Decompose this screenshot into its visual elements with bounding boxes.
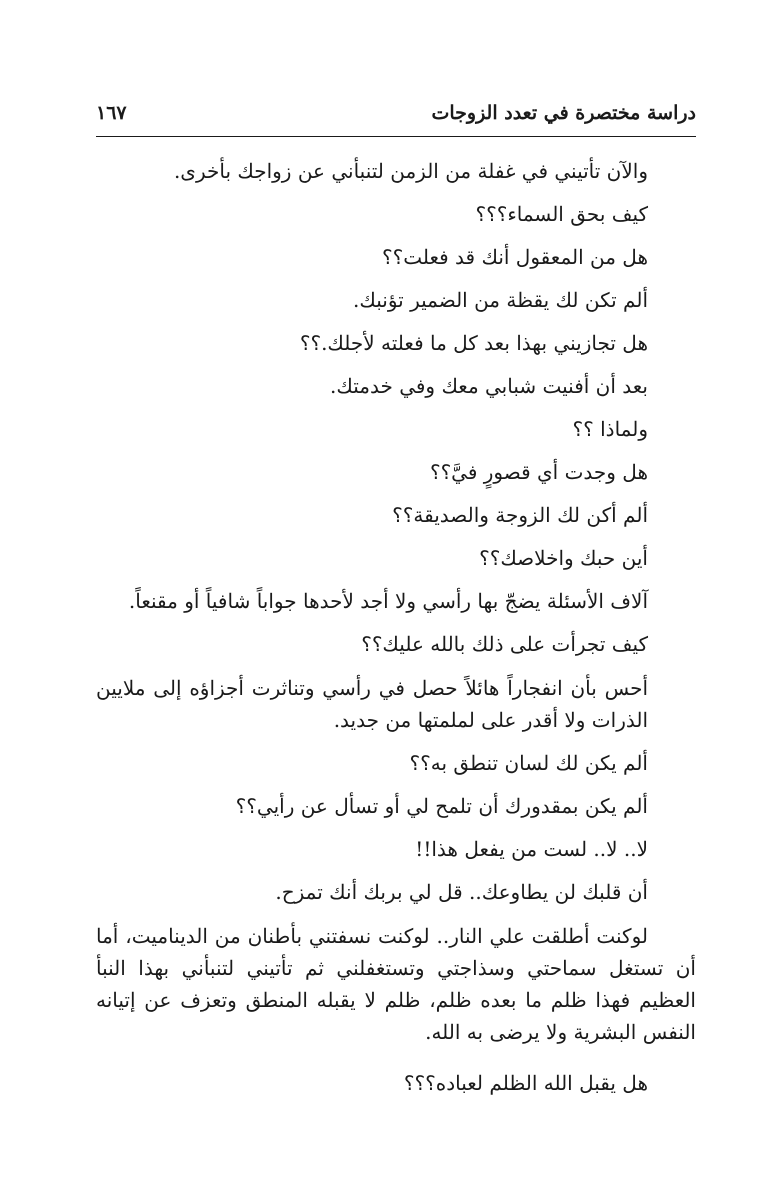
paragraph-explosion: أحس بأن انفجاراً هائلاً حصل في رأسي وتناثرت أجزاؤه إلى ملايين الذرات ولا أقدر على لملمتها من جديد. [96,676,649,732]
page-header [96,98,696,134]
text-line: ألم يكن بمقدورك أن تلمح لي أو تسأل عن رأيي؟؟ [235,794,648,818]
text-line: آلاف الأسئلة يضجّ بها رأسي ولا أجد لأحدها جواباً شافياً أو مقنعاً. [128,589,648,613]
text-line: والآن تأتيني في غفلة من الزمن لتنبأني عن زواجك بأخرى. [173,159,648,183]
body-text [96,150,696,1105]
text-line: ألم يكن لك لسان تنطق به؟؟ [409,751,648,775]
text-line: كيف بحق السماء؟؟؟ [475,202,648,226]
text-line: لا.. لا.. لست من يفعل هذا!! [415,837,648,861]
text-line: بعد أن أفنيت شبابي معك وفي خدمتك. [330,374,648,398]
text-line: كيف تجرأت على ذلك بالله عليك؟؟ [361,632,648,656]
text-line: أين حبك واخلاصك؟؟ [479,546,648,570]
running-title: دراسة مختصرة في تعدد الزوجات [431,102,696,124]
text-line: أن قلبك لن يطاوعك.. قل لي بربك أنك تمزح. [275,880,648,904]
spacer [96,1054,696,1062]
text-line: ألم تكن لك يقظة من الضمير تؤنبك. [353,288,648,312]
paragraph-injustice: لوكنت أطلقت علي النار.. لوكنت نسفتني بأطنان من الديناميت، أما أن تستغل سماحتي وسذاجتي وتستغفلني ثم تأتيني لتنبأني بهذا النبأ العظيم فهذا ظلم ما بعده ظلم، ظلم لا يقبله المنطق وتعزف عن إتيانه النفس البشرية ولا يرضى به الله. [96,924,696,1044]
text-line-last: هل يقبل الله الظلم لعباده؟؟؟ [403,1071,648,1095]
text-line: هل من المعقول أنك قد فعلت؟؟ [382,245,648,269]
text-line: ولماذا ؟؟ [572,417,648,441]
page-number: ١٦٧ [96,102,127,124]
text-line: ألم أكن لك الزوجة والصديقة؟؟ [392,503,648,527]
text-line: هل وجدت أي قصورٍ فيَّ؟؟ [429,460,648,484]
text-line: هل تجازيني بهذا بعد كل ما فعلته لأجلك.؟؟ [299,331,648,355]
header-rule [96,136,696,137]
